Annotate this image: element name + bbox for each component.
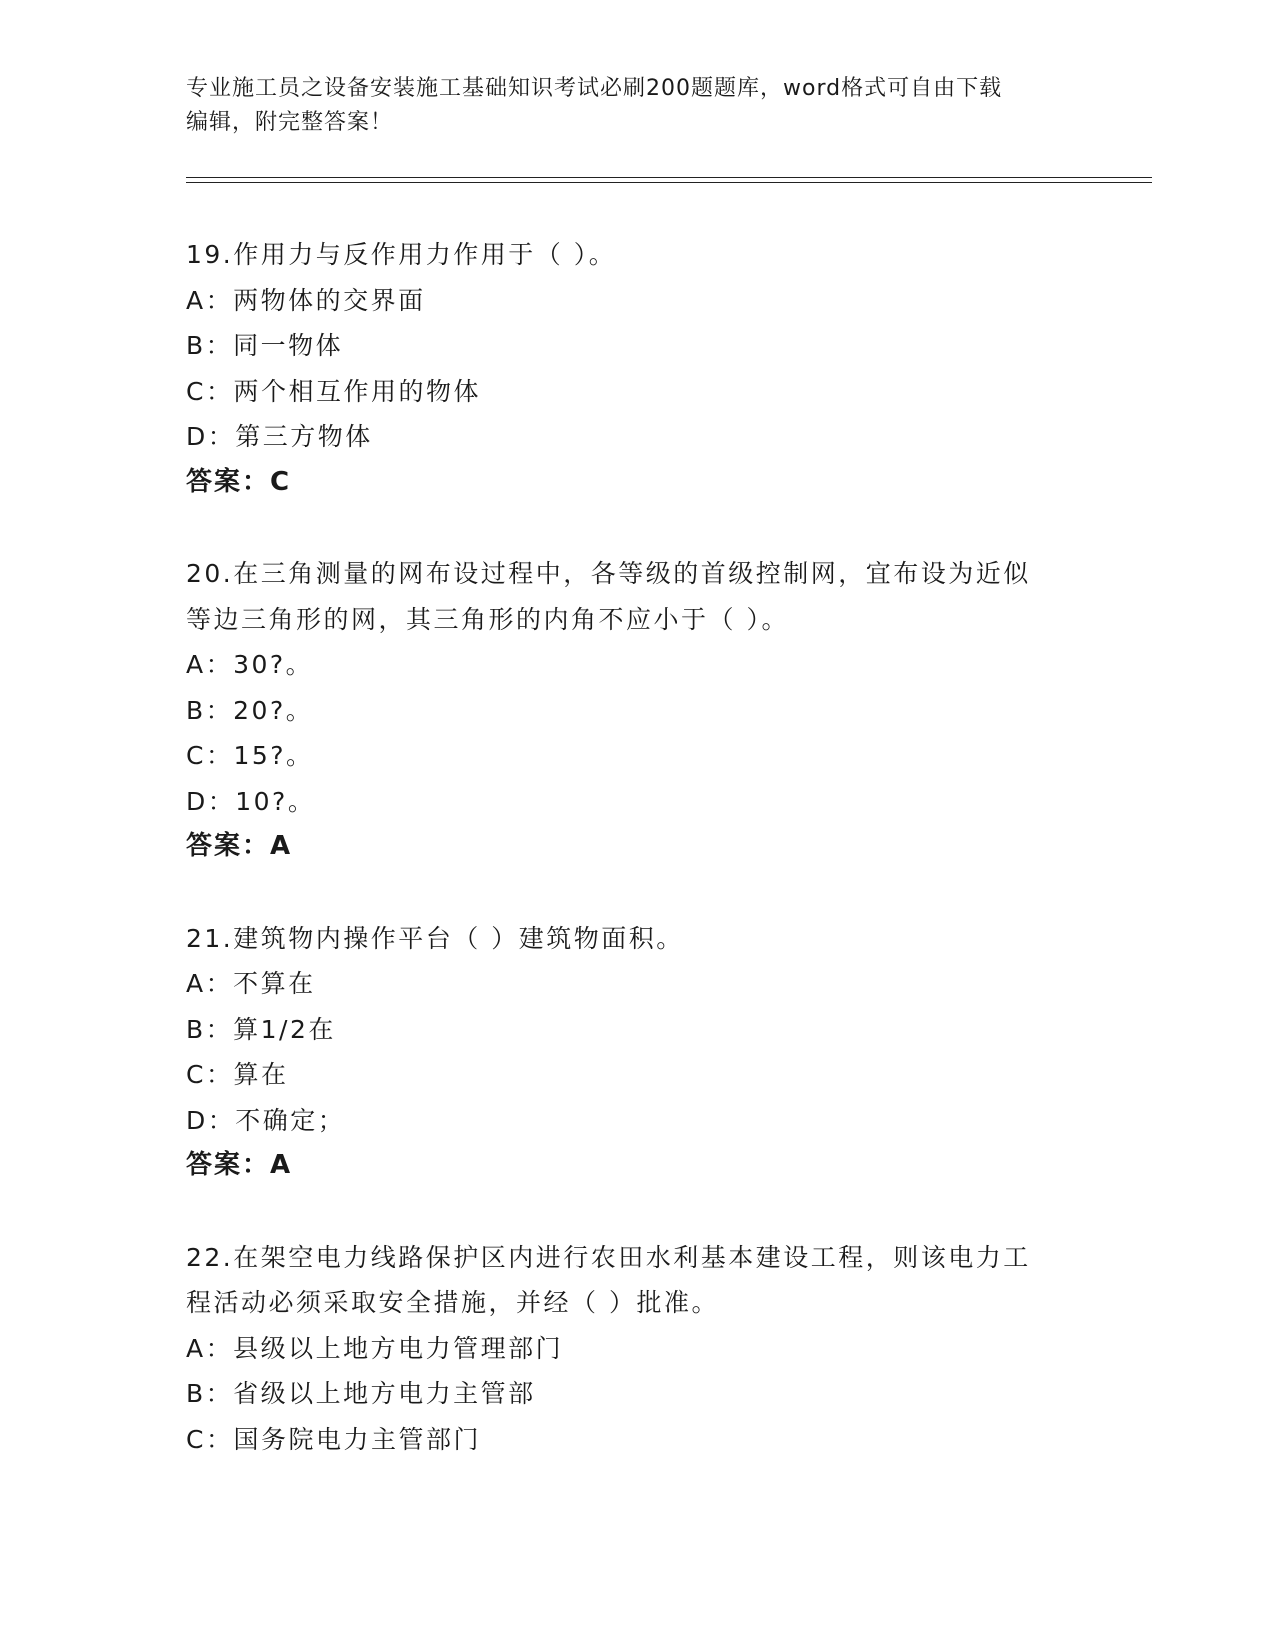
option-d: D：不确定； xyxy=(186,1105,346,1135)
question-stem: 20.在三角测量的网布设过程中，各等级的首级控制网，宜布设为近似 xyxy=(186,559,1031,588)
option-b: B：20?。 xyxy=(186,695,314,725)
option-a: A：30?。 xyxy=(186,650,314,679)
option-b: B：省级以上地方电力主管部 xyxy=(186,1379,536,1408)
option-c: C：算在 xyxy=(186,1060,289,1089)
header-line-2: 编辑，附完整答案！ xyxy=(186,110,394,135)
option-b: B：算1/2在 xyxy=(186,1014,336,1044)
answer: 答案：A xyxy=(186,831,293,861)
question-19 xyxy=(186,232,1086,505)
header-divider-bottom xyxy=(186,182,1152,183)
header-divider-top xyxy=(186,177,1152,178)
question-stem: 19.作用力与反作用力作用于（ ）。 xyxy=(186,240,617,269)
question-stem: 21.建筑物内操作平台（ ）建筑物面积。 xyxy=(186,923,684,953)
option-d: D：第三方物体 xyxy=(186,422,373,451)
option-c: C：两个相互作用的物体 xyxy=(186,376,481,406)
question-stem-continued: 程活动必须采取安全措施，并经（ ）批准。 xyxy=(186,1288,719,1317)
question-21 xyxy=(186,916,1086,1189)
answer: 答案：C xyxy=(186,466,292,497)
option-d: D：10?。 xyxy=(186,786,316,816)
question-20 xyxy=(186,551,1086,870)
option-a: A：县级以上地方电力管理部门 xyxy=(186,1333,564,1363)
option-c: C：15?。 xyxy=(186,741,314,770)
option-a: A：两物体的交界面 xyxy=(186,285,426,315)
document-header xyxy=(186,72,1066,140)
option-a: A：不算在 xyxy=(186,969,316,998)
question-stem-continued: 等边三角形的网，其三角形的内角不应小于（ ）。 xyxy=(186,604,789,634)
option-c: C：国务院电力主管部门 xyxy=(186,1424,481,1454)
question-list xyxy=(186,232,1086,1508)
header-line-1: 专业施工员之设备安装施工基础知识考试必刷200题题库，word格式可自由下载 xyxy=(186,76,1003,101)
question-stem: 22.在架空电力线路保护区内进行农田水利基本建设工程，则该电力工 xyxy=(186,1242,1031,1272)
answer: 答案：A xyxy=(186,1150,293,1180)
option-b: B：同一物体 xyxy=(186,331,344,360)
question-22 xyxy=(186,1235,1086,1463)
